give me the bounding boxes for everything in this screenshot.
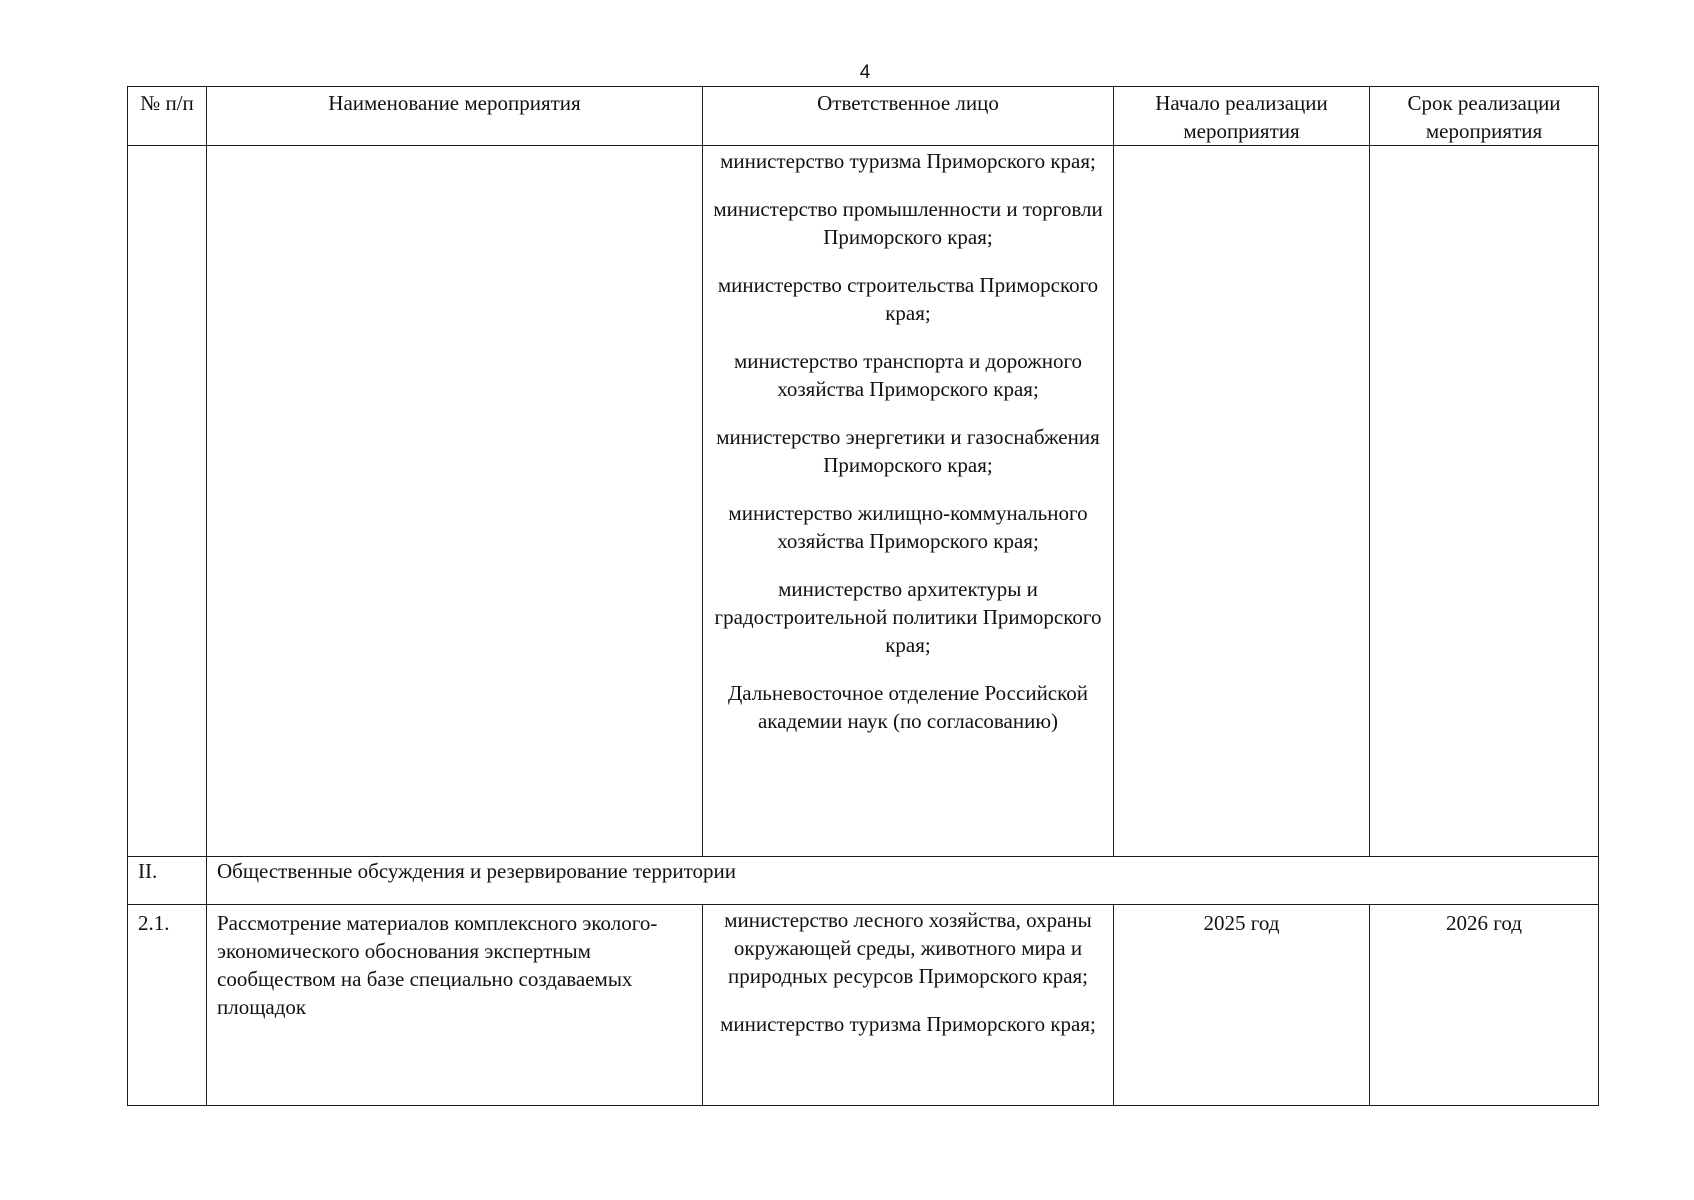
responsible-entry: министерство строительства Приморского края; (717, 273, 1099, 325)
table-row (128, 905, 1599, 1106)
table-row-continued (128, 146, 1599, 857)
item-number: 2.1. (128, 905, 207, 1106)
item-start: 2025 год (1114, 905, 1370, 1106)
section-title: Общественные обсуждения и резервирование территории (207, 857, 1599, 905)
responsible-entry: министерство энергетики и газоснабжения Приморского края; (716, 425, 1100, 477)
item-responsible (703, 905, 1114, 1106)
responsible-entry: министерство туризма Приморского края; (720, 1012, 1096, 1036)
responsible-entry: министерство транспорта и дорожного хозяйства Приморского края; (733, 349, 1083, 401)
header-name: Наименование мероприятия (207, 87, 703, 146)
item-end: 2026 год (1370, 905, 1599, 1106)
responsible-entry: министерство жилищно-коммунального хозяйства Приморского края; (728, 501, 1088, 553)
header-end: Срок реализации мероприятия (1370, 87, 1599, 146)
header-start: Начало реализации мероприятия (1114, 87, 1370, 146)
cell-responsible (703, 146, 1114, 857)
table-header-row (128, 87, 1599, 146)
events-table (127, 86, 1599, 1106)
responsible-entry: министерство архитектуры и градостроительной политики Приморского края; (714, 577, 1102, 657)
page-number: 4 (859, 62, 871, 83)
section-number: II. (128, 857, 207, 905)
header-num: № п/п (128, 87, 207, 146)
cell-start (1114, 146, 1370, 857)
item-name: Рассмотрение материалов комплексного эколого-экономического обоснования экспертным сообществом на базе специально создаваемых площадок (207, 905, 703, 1106)
cell-num (128, 146, 207, 857)
cell-end (1370, 146, 1599, 857)
responsible-entry: министерство промышленности и торговли Приморского края; (713, 197, 1103, 249)
responsible-entry: Дальневосточное отделение Российской академии наук (по согласованию) (727, 681, 1088, 733)
header-responsible: Ответственное лицо (703, 87, 1114, 146)
responsible-entry: министерство туризма Приморского края; (720, 149, 1096, 173)
section-row (128, 857, 1599, 905)
responsible-entry: министерство лесного хозяйства, охраны окружающей среды, животного мира и природных ресурсов Приморского края; (724, 908, 1092, 988)
cell-name (207, 146, 703, 857)
